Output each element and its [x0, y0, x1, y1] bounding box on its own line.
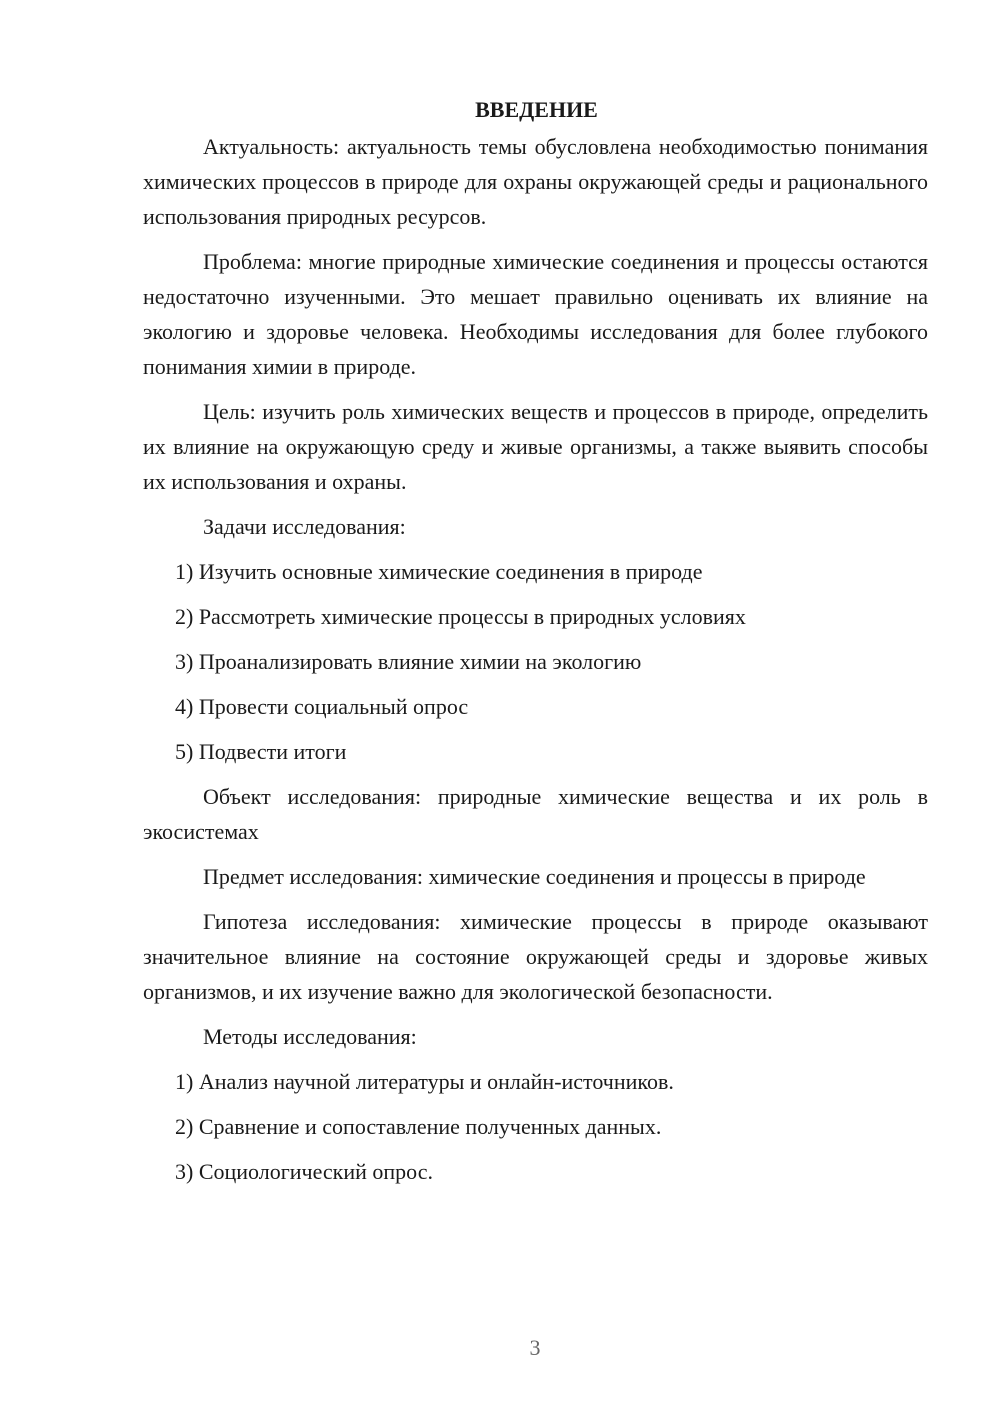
methods-heading: Методы исследования:: [203, 1024, 417, 1049]
document-page: [143, 92, 928, 1199]
goal-paragraph: Цель: изучить роль химических веществ и процессов в природе, определить их влияние на окружающую среду и живые организмы, а также выявить способы их использования и охраны.: [143, 399, 928, 494]
task-item-4: 4) Провести социальный опрос: [175, 694, 469, 719]
task-item-2: 2) Рассмотреть химические процессы в природных условиях: [175, 604, 746, 629]
method-item-1: 1) Анализ научной литературы и онлайн-источников.: [175, 1069, 674, 1094]
relevance-paragraph: Актуальность: актуальность темы обусловлена необходимостью понимания химических процессов в природе для охраны окружающей среды и рационального использования природных ресурсов.: [143, 134, 928, 229]
tasks-heading: Задачи исследования:: [203, 514, 406, 539]
task-item-5: 5) Подвести итоги: [175, 739, 347, 764]
object-paragraph: Объект исследования: природные химические вещества и их роль в экосистемах: [143, 784, 928, 844]
task-item-3: 3) Проанализировать влияние химии на экологию: [175, 649, 642, 674]
task-item-1: 1) Изучить основные химические соединения в природе: [175, 559, 703, 584]
method-item-2: 2) Сравнение и сопоставление полученных данных.: [175, 1114, 662, 1139]
page-number: 3: [529, 1335, 541, 1360]
problem-paragraph: Проблема: многие природные химические соединения и процессы остаются недостаточно изученными. Это мешает правильно оценивать их влияние на экологию и здоровье человека. Необходимы исследования для более глубокого понимания химии в природе.: [143, 249, 928, 379]
subject-paragraph: Предмет исследования: химические соединения и процессы в природе: [203, 864, 866, 889]
hypothesis-paragraph: Гипотеза исследования: химические процессы в природе оказывают значительное влияние на состояние окружающей среды и здоровье живых организмов, и их изучение важно для экологической безопасности.: [143, 909, 928, 1004]
page-title: ВВЕДЕНИЕ: [475, 97, 598, 122]
method-item-3: 3) Социологический опрос.: [175, 1159, 433, 1184]
